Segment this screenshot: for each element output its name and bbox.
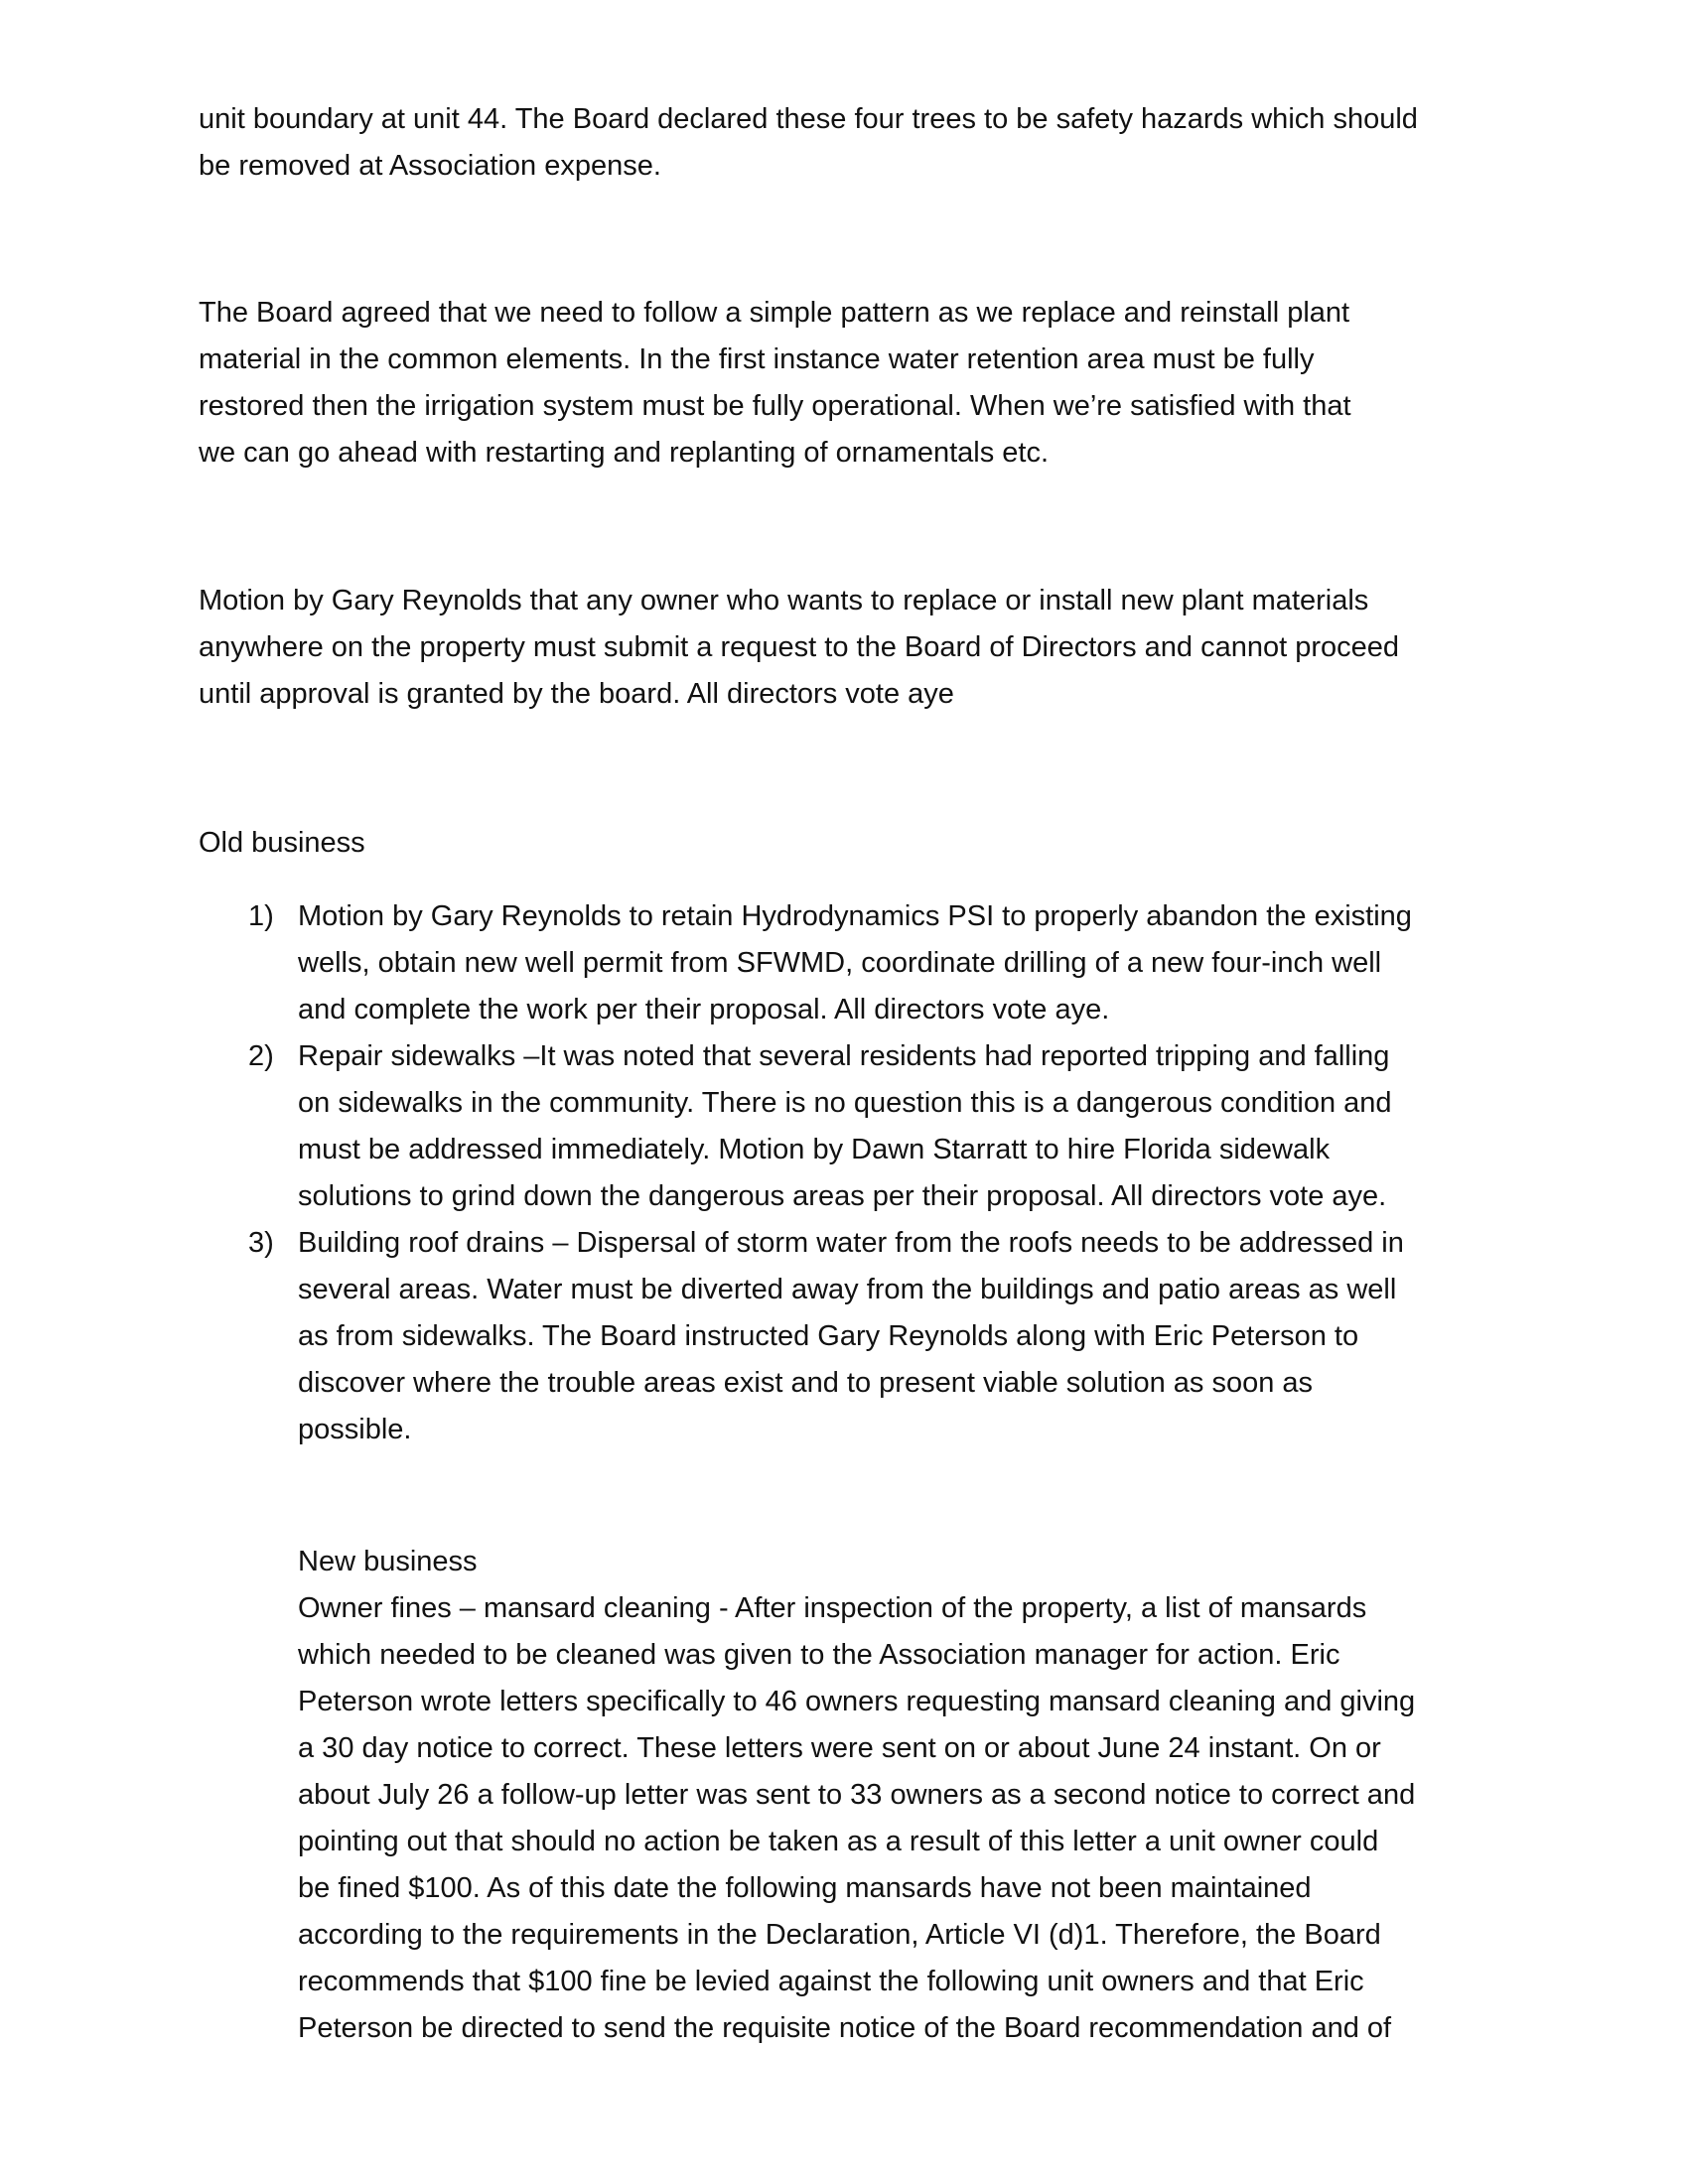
text-line: on sidewalks in the community. There is no question this is a dangerous condition and [298, 1087, 1392, 1119]
text-line: recommends that $100 fine be levied against the following unit owners and that Eric [298, 1966, 1364, 1997]
list-number: 3) [248, 1227, 274, 1259]
list-number: 2) [248, 1040, 274, 1072]
paragraph-plant-motion [199, 578, 1509, 718]
text-line: until approval is granted by the board. All directors vote aye [199, 678, 954, 710]
text-line: Motion by Gary Reynolds that any owner who wants to replace or install new plant materials [199, 585, 1369, 616]
list-item [199, 1033, 1509, 1220]
text-line: restored then the irrigation system must be fully operational. When we’re satisfied with that [199, 390, 1351, 422]
text-line: Building roof drains – Dispersal of storm water from the roofs needs to be addressed in [298, 1227, 1404, 1259]
paragraph-plant-pattern [199, 290, 1509, 477]
text-line: according to the requirements in the Declaration, Article VI (d)1. Therefore, the Board [298, 1919, 1381, 1951]
text-line: anywhere on the property must submit a request to the Board of Directors and cannot proceed [199, 631, 1400, 663]
text-line: unit boundary at unit 44. The Board declared these four trees to be safety hazards which should [199, 103, 1418, 135]
text-line: several areas. Water must be diverted away from the buildings and patio areas as well [298, 1274, 1397, 1305]
text-line: solutions to grind down the dangerous areas per their proposal. All directors vote aye. [298, 1180, 1387, 1212]
text-line: a 30 day notice to correct. These letters were sent on or about June 24 instant. On or [298, 1732, 1381, 1764]
text-line: Repair sidewalks –It was noted that several residents had reported tripping and falling [298, 1040, 1390, 1072]
text-line: discover where the trouble areas exist and to present viable solution as soon as [298, 1367, 1314, 1399]
text-line: about July 26 a follow-up letter was sent to 33 owners as a second notice to correct and [298, 1779, 1416, 1811]
text-line: The Board agreed that we need to follow a simple pattern as we replace and reinstall plant [199, 297, 1350, 329]
list-item [199, 1220, 1509, 1453]
paragraph-mansard-fines [298, 1585, 1509, 2052]
text-line: as from sidewalks. The Board instructed Gary Reynolds along with Eric Peterson to [298, 1320, 1359, 1352]
new-business-heading: New business [298, 1546, 478, 1577]
text-line: be fined $100. As of this date the following mansards have not been maintained [298, 1872, 1312, 1904]
old-business-heading: Old business [199, 827, 365, 859]
text-line: Peterson be directed to send the requisite notice of the Board recommendation and of [298, 2012, 1392, 2044]
text-line: Owner fines – mansard cleaning - After inspection of the property, a list of mansards [298, 1592, 1367, 1624]
text-line: be removed at Association expense. [199, 150, 661, 182]
text-line: material in the common elements. In the first instance water retention area must be fully [199, 343, 1315, 375]
text-line: pointing out that should no action be taken as a result of this letter a unit owner could [298, 1826, 1379, 1857]
text-line: we can go ahead with restarting and replanting of ornamentals etc. [199, 437, 1050, 469]
old-business-list [199, 893, 1509, 1453]
paragraph-tree-hazards [199, 96, 1509, 190]
text-line: must be addressed immediately. Motion by Dawn Starratt to hire Florida sidewalk [298, 1134, 1331, 1165]
list-item [199, 893, 1509, 1033]
text-line: Motion by Gary Reynolds to retain Hydrodynamics PSI to properly abandon the existing [298, 900, 1412, 932]
list-number: 1) [248, 900, 274, 932]
text-line: wells, obtain new well permit from SFWMD, coordinate drilling of a new four-inch well [298, 947, 1382, 979]
text-line: which needed to be cleaned was given to the Association manager for action. Eric [298, 1639, 1340, 1671]
text-line: Peterson wrote letters specifically to 46 owners requesting mansard cleaning and giving [298, 1686, 1416, 1717]
text-line: and complete the work per their proposal. All directors vote aye. [298, 994, 1110, 1025]
text-line: possible. [298, 1414, 412, 1445]
